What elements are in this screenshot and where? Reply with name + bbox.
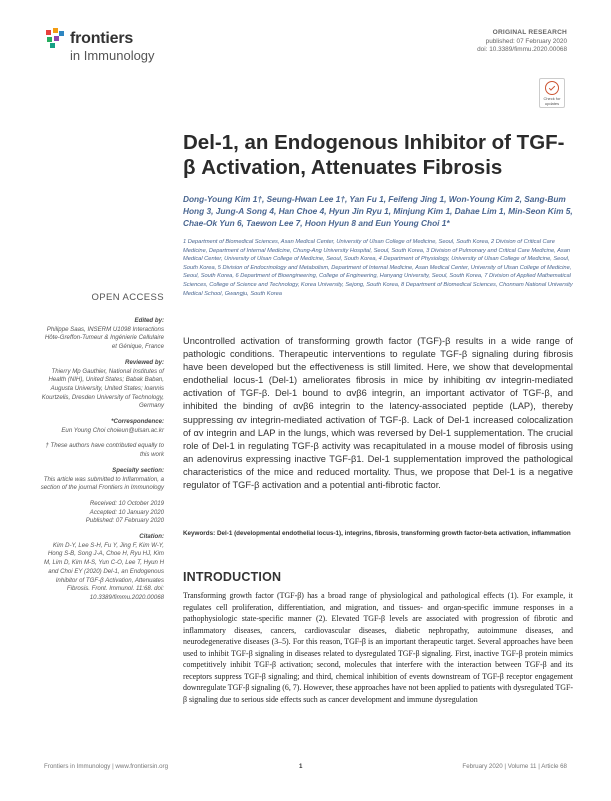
reviewed-by: Thierry Mp Gauthier, National Institutes of Health (NIH), United States; Babak Baban, Augusta University, United States; Ioannis Kourtzelis, Dresden University of Technology, Germany <box>41 367 164 410</box>
citation-label: Citation: <box>139 533 164 541</box>
article-meta <box>477 29 567 55</box>
article-type: ORIGINAL RESEARCH <box>492 29 567 36</box>
check-updates-icon <box>545 81 559 95</box>
logo-line2: in Immunology <box>70 48 155 63</box>
page-number: 1 <box>299 763 303 770</box>
edited-by-label: Edited by: <box>134 317 164 324</box>
left-metadata <box>40 317 164 610</box>
article-title: Del-1, an Endogenous Inhibitor of TGF-β Activation, Attenuates Fibrosis <box>183 131 565 179</box>
open-access-label: OPEN ACCESS <box>91 292 164 303</box>
edited-by: Philippe Saas, INSERM U1098 Interactions Hôte-Greffon-Tumeur & Ingénierie Cellulaire et Génique, France <box>44 325 164 351</box>
introduction-heading: INTRODUCTION <box>183 570 282 584</box>
check-updates-label: Check for updates <box>543 96 561 106</box>
specialty-label: Specialty section: <box>112 466 164 474</box>
equal-contribution: † These authors have contributed equally to this work <box>45 442 164 459</box>
introduction-text: Transforming growth factor (TGF-β) has a broad range of physiological and pathological effects (1). For example, it regulates cell proliferation, differentiation, and migration, and tissues- and organ-specific immune responses in a pathophysiologic state-specific manner (2). Elevated TGF-β levels are associated with progression of fibrotic and inflammatory diseases, cancers, cardiovascular diseases, diabetic nephropathy, autoimmune diseases, and neurodegenerative diseases (3–5). For this reason, TGF-β is an important therapeutic target. Several approaches have been used to inhibit TGF-β signaling in diseases related to dysregulated TGF-β signaling. First, inactive TGF-β protein mimics competitively inhibit TGF-β activation; second, molecules that interfere with the interaction between TGF-β and its receptors suppress TGF-β signaling; and third, chemical inhibition of events downstream of TGF-β receptor engagement downregulate TGF-β signaling (6, 7). However, these approaches have not been applied to patients with dysregulated TGF-β signaling due to serious side effects such as cancer development and immune dysregulation <box>183 591 573 704</box>
received-date: Received: 10 October 2019 <box>89 499 164 507</box>
check-updates-badge[interactable] <box>539 78 565 108</box>
footer-issue: February 2020 | Volume 11 | Article 68 <box>462 763 567 770</box>
abstract: Uncontrolled activation of transforming growth factor (TGF)-β results in a wide range of pathologic conditions. Therapeutic interventions to regulate TGF-β signaling during fibrosis have been developed but the effectiveness is still limited. Here, we show that developmental endothelial locus-1 (Del-1) ameliorates fibrosis in mice by inhibiting αv integrin-mediated activation of TGF-β. Del-1 bound to αvβ6 integrin, an important activator of TGF-β, and inhibited the binding of αvβ6 integrin to the latency-associated peptide (LAP), thereby suppressing αv integrin-mediated activation of TGF-β. Lack of Del-1 increased colocalization of αv integrin and LAP in the lungs, which was reversed by Del-1 supplementation. The crucial role of Del-1 in regulating TGF-β activity was recapitulated in a mouse model of fibrosis using an adenovirus expressing inactive TGF-β1. Del-1 supplementation improved the pathological characteristics of the mice and reduced mortality. Thus, we propose that Del-1 is a negative regulator of TGF-β activation and a potential anti-fibrotic factor. <box>183 336 573 491</box>
footer-journal[interactable]: Frontiers in Immunology | www.frontiersin.org <box>44 763 169 770</box>
published-date-left: Published: 07 February 2020 <box>85 517 164 525</box>
reviewed-by-label: Reviewed by: <box>125 358 164 366</box>
affiliations: 1 Department of Biomedical Sciences, Asan Medical Center, University of Ulsan College of Medicine, Seoul, South Korea, 2 Division of Critical Care Medicine, Department of Internal Medicine, Chung-Ang University Hospital, Seoul, South Korea, 3 Division of Pulmonary and Critical Care Medicine, Asan Medical Center, University of Ulsan College of Medicine, Seoul, South Korea, 4 Department of Physiology, University of Ulsan College of Medicine, Seoul, South Korea, 5 Division of Endocrinology and Metabolism, Department of Internal Medicine, Asan Medical Center, University of Ulsan College of Medicine, Seoul, South Korea, 6 Department of Bioengineering, College of Engineering, Hanyang University, Seoul, South Korea, 7 Division of Applied Mathematical Sciences, College of Science and Technology, Korea University, Sejong, South Korea, 8 Department of Biomedical Sciences, Chonnam National University Medical School, Gwangju, South Korea <box>183 239 573 297</box>
accepted-date: Accepted: 10 January 2020 <box>89 508 164 516</box>
citation: Kim D-Y, Lee S-H, Fu Y, Jing F, Kim W-Y, Hong S-B, Song J-A, Choe H, Ryu HJ, Kim M, Lim D, Kim M-S, Yun C-O, Lee T, Hyun H and Choi EY (2020) Del-1, an Endogenous Inhibitor of TGF-β Activation, Attenuates Fibrosis. Front. Immunol. 11:68. doi: 10.3389/fimmu.2020.00068 <box>44 541 164 601</box>
doi-link[interactable]: doi: 10.3389/fimmu.2020.00068 <box>477 46 567 54</box>
specialty: This article was submitted to Inflammation, a section of the journal Frontiers in Immunology <box>40 475 164 492</box>
frontiers-logo-icon <box>44 28 66 50</box>
correspondence[interactable]: Eun Young Choi choieun@ulsan.ac.kr <box>61 426 164 434</box>
logo-line1: frontiers <box>70 30 134 47</box>
journal-logo <box>44 28 204 62</box>
published-date: published: 07 February 2020 <box>485 37 567 45</box>
author-list[interactable]: Dong-Young Kim 1†, Seung-Hwan Lee 1†, Yan Fu 1, Feifeng Jing 1, Won-Young Kim 2, Sang-Bum Hong 3, Jung-A Song 4, Han Choe 4, Hyun Jin Ryu 1, Minjung Kim 1, Dahae Lim 1, Min-Seon Kim 5, Chae-Ok Yun 6, Taewon Lee 7, Hoon Hyun 8 and Eun Young Choi 1* <box>183 194 573 228</box>
correspondence-label: *Correspondence: <box>111 418 164 426</box>
keywords: Keywords: Del-1 (developmental endothelial locus-1), integrins, fibrosis, transforming growth factor-beta activation, inflammation <box>183 530 571 537</box>
